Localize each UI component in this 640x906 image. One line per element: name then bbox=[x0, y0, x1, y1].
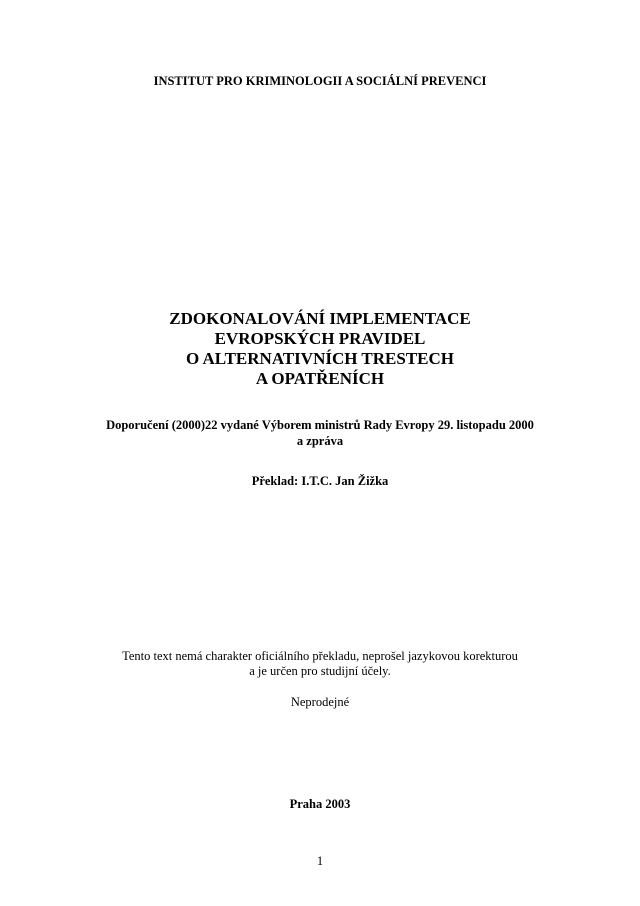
document-title bbox=[0, 309, 640, 389]
subtitle-line-1: Doporučení (2000)22 vydané Výborem ministrů Rady Evropy 29. listopadu 2000 bbox=[106, 418, 534, 432]
title-line-1: ZDOKONALOVÁNÍ IMPLEMENTACE bbox=[169, 309, 471, 328]
title-line-3: O ALTERNATIVNÍCH TRESTECH bbox=[186, 349, 454, 368]
translator-credit: Překlad: I.T.C. Jan Žižka bbox=[251, 474, 389, 488]
disclaimer-line-1: Tento text nemá charakter oficiálního překladu, neprošel jazykovou korekturou bbox=[122, 649, 518, 663]
page-number: 1 bbox=[316, 854, 324, 868]
title-line-4: A OPATŘENÍCH bbox=[255, 369, 385, 388]
disclaimer-line-2: a je určen pro studijní účely. bbox=[249, 664, 391, 678]
title-line-2: EVROPSKÝCH PRAVIDEL bbox=[214, 329, 426, 348]
document-subtitle bbox=[0, 417, 640, 449]
not-for-sale-note: Neprodejné bbox=[290, 695, 350, 709]
place-and-year: Praha 2003 bbox=[289, 797, 351, 811]
subtitle-line-2: a zpráva bbox=[296, 434, 344, 448]
institute-name: INSTITUT PRO KRIMINOLOGII A SOCIÁLNÍ PREVENCI bbox=[153, 74, 487, 88]
disclaimer-text bbox=[0, 649, 640, 679]
